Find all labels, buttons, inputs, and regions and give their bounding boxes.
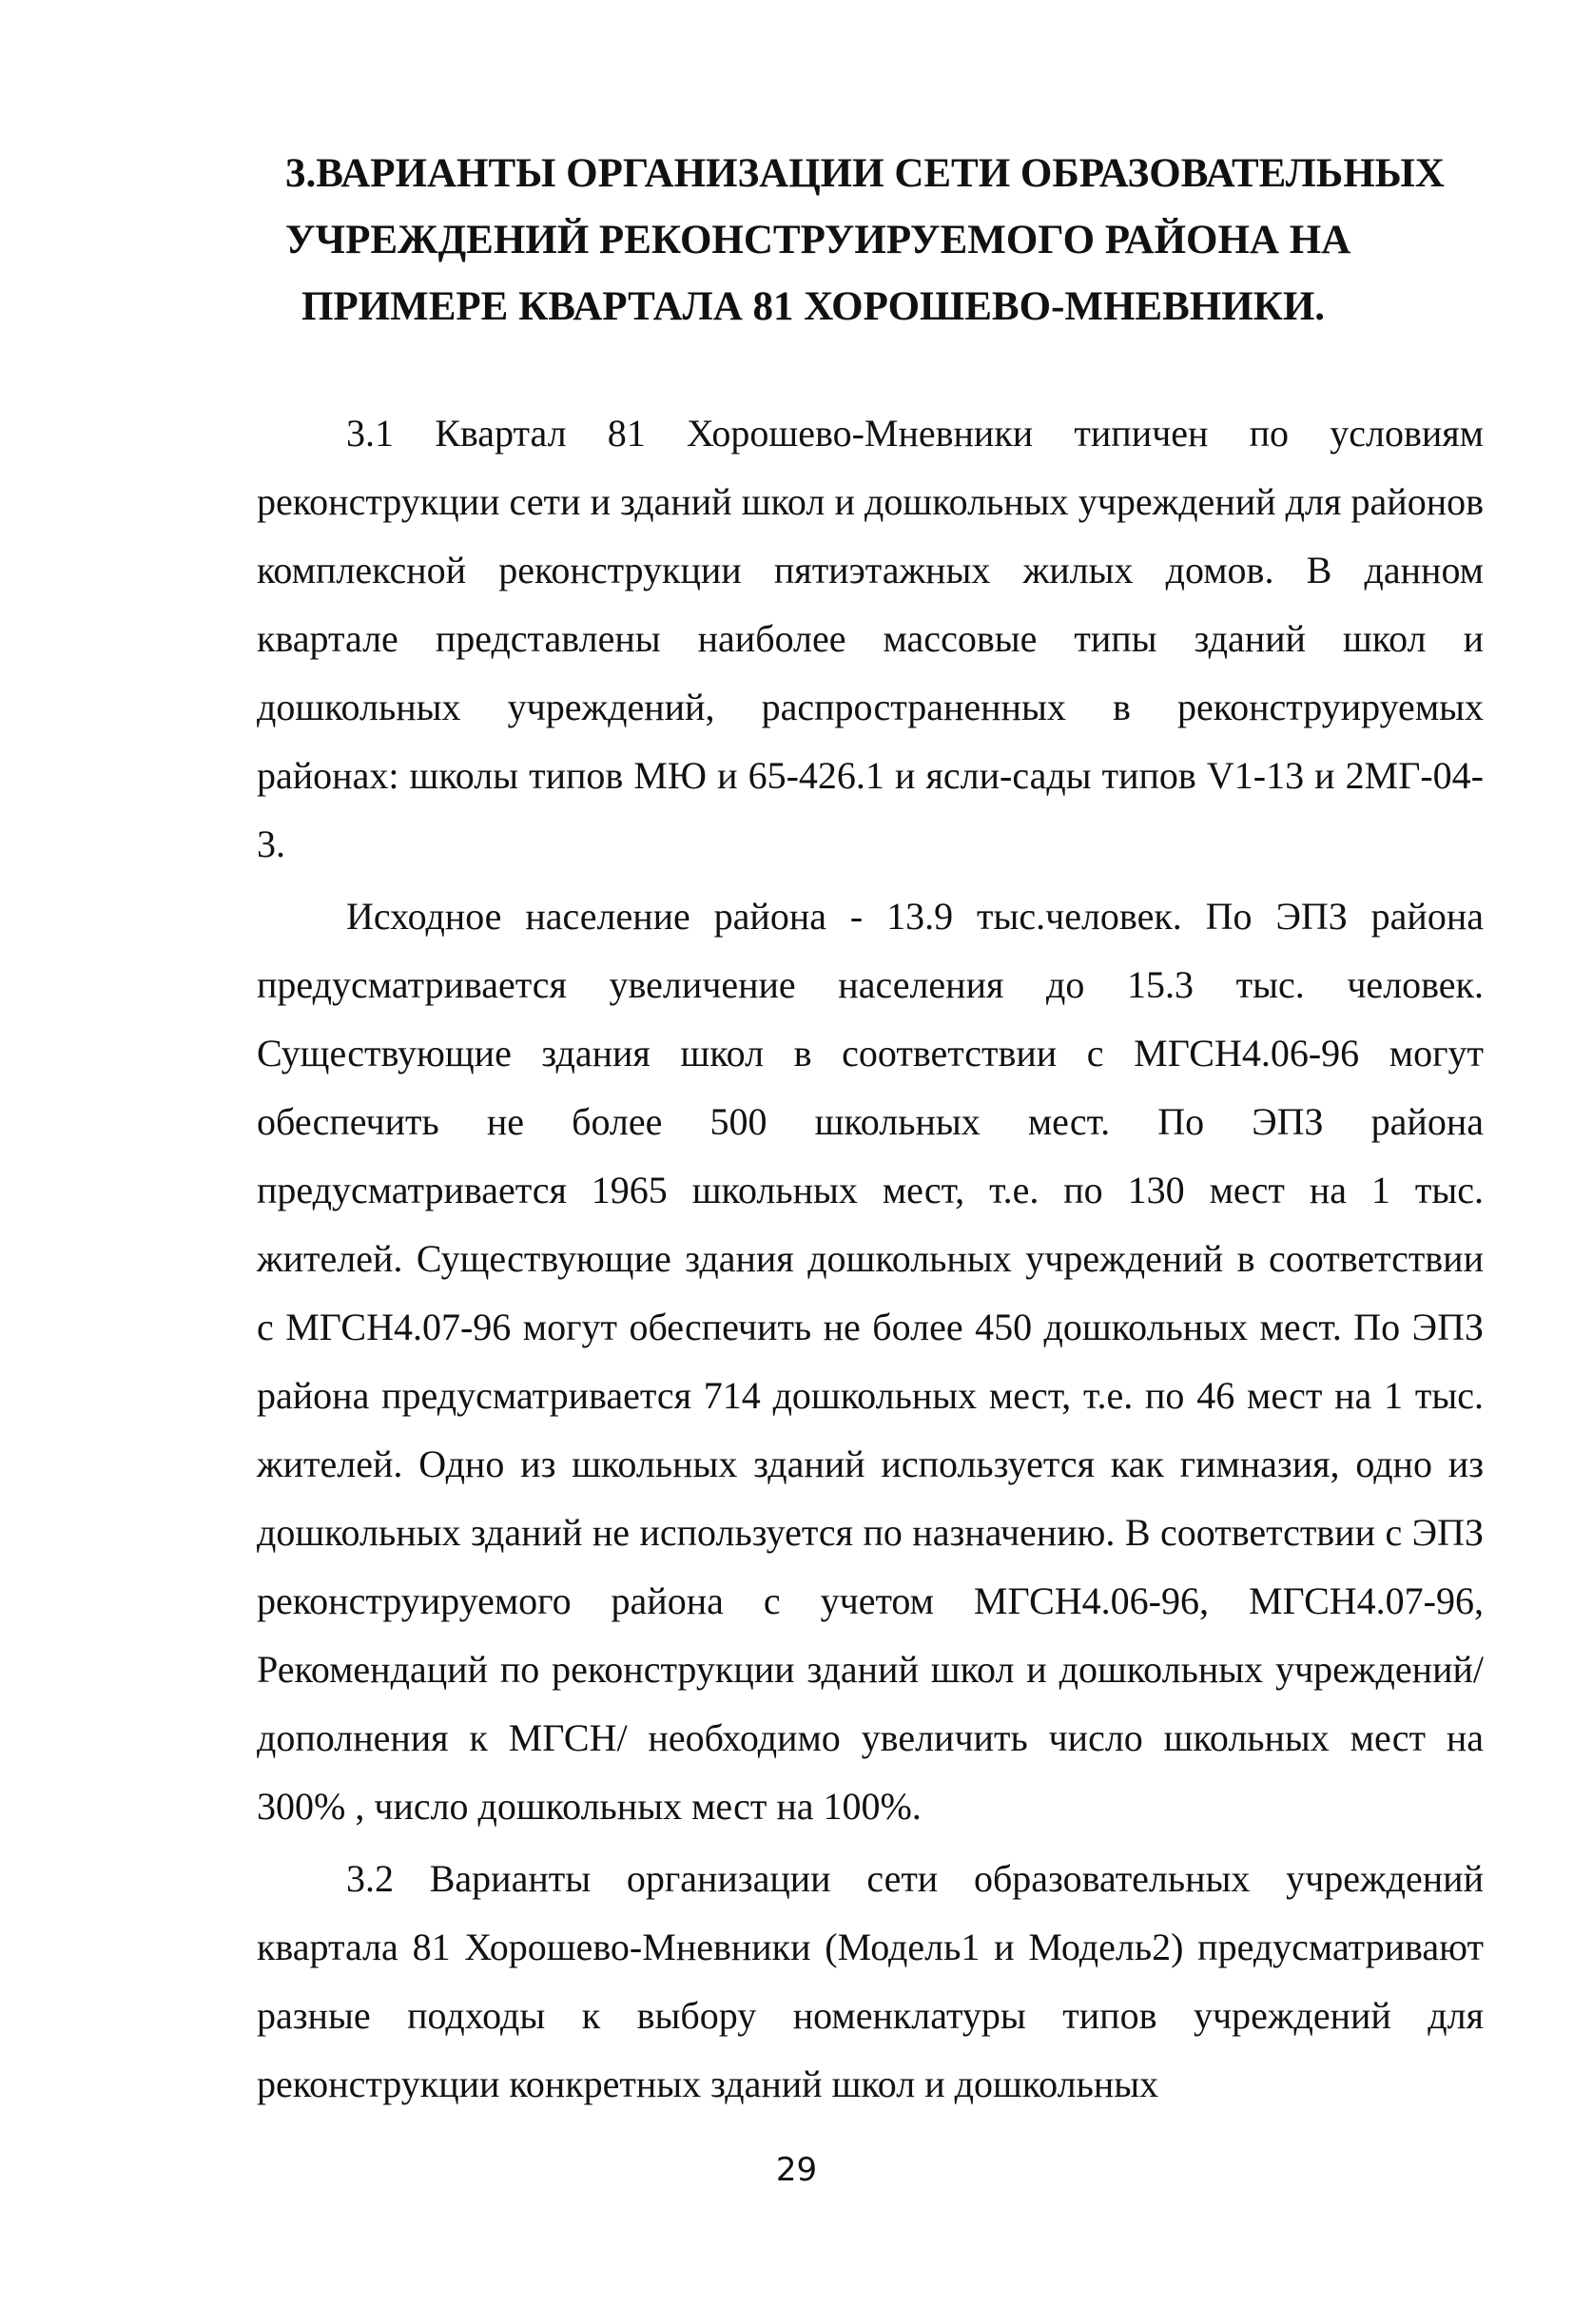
paragraph-3-2: 3.2 Варианты организации сети образовательных учреждений квартала 81 Хорошево-Мневники (Модель1 и Модель2) предусматривают разные подходы к выбору номенклатуры типов учреждений для реконструкции конкретных зданий школ и дошкольных — [257, 1857, 1484, 2105]
paragraph-population: Исходное население района - 13.9 тыс.человек. По ЭПЗ района предусматривается увеличение населения до 15.3 тыс. человек. Существующие здания школ в соответствии с МГСН4.06-96 могут обеспечить не более 500 школьных мест. По ЭПЗ района предусматривается 1965 школьных мест, т.е. по 130 мест на 1 тыс. жителей. Существующие здания дошкольных учреждений в соответствии с МГСН4.07-96 могут обеспечить не более 450 дошкольных мест. По ЭПЗ района предусматривается 714 дошкольных мест, т.е. по 46 мест на 1 тыс. жителей. Одно из школьных зданий используется как гимназия, одно из дошкольных зданий не используется по назначению. В соответствии с ЭПЗ реконструируемого района с учетом МГСН4.06-96, МГСН4.07-96, Рекомендаций по реконструкции зданий школ и дошкольных учреждений/дополнения к МГСН/ необходимо увеличить число школьных мест на 300% , число дошкольных мест на 100%. — [257, 895, 1484, 1828]
page-number: 29 — [775, 2151, 818, 2189]
paragraph-3-1: 3.1 Квартал 81 Хорошево-Мневники типичен по условиям реконструкции сети и зданий школ и дошкольных учреждений для районов комплексной реконструкции пятиэтажных жилых домов. В данном квартале представлены наиболее массовые типы зданий школ и дошкольных учреждений, распространенных в реконструируемых районах: школы типов МЮ и 65-426.1 и ясли-сады типов V1-13 и 2МГ-04-3. — [257, 412, 1484, 865]
section-heading — [285, 141, 1445, 340]
heading-line-3: ПРИМЕРЕ КВАРТАЛА 81 ХОРОШЕВО-МНЕВНИКИ. — [301, 284, 1326, 329]
body-text — [257, 399, 1484, 2119]
heading-line-1: 3.ВАРИАНТЫ ОРГАНИЗАЦИИ СЕТИ ОБРАЗОВАТЕЛЬНЫХ — [285, 151, 1445, 196]
heading-line-2: УЧРЕЖДЕНИЙ РЕКОНСТРУИРУЕМОГО РАЙОНА НА — [285, 218, 1351, 262]
